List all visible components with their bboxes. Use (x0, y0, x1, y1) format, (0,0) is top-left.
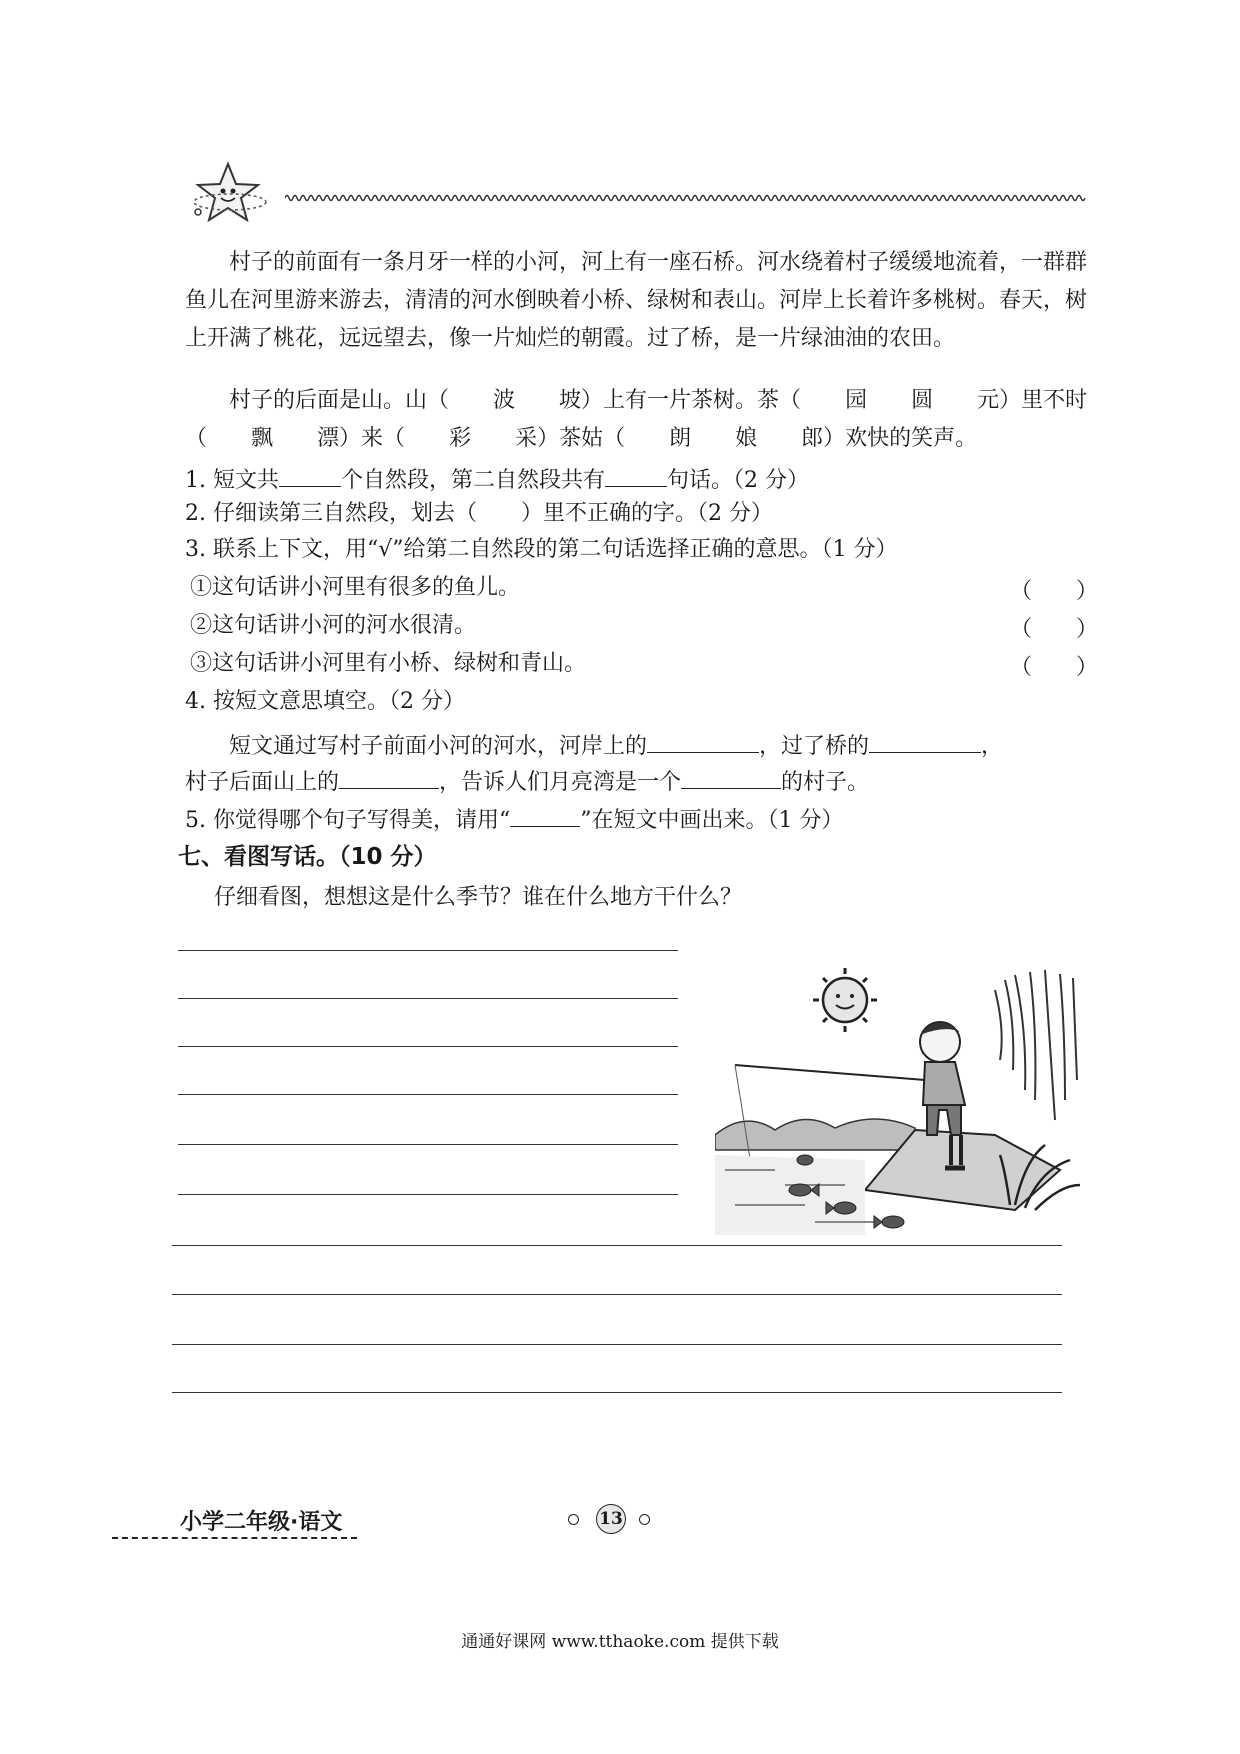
watermark: 通通好课网 www.tthaoke.com 提供下载 (461, 1632, 779, 1652)
q3-option-2: ②这句话讲小河的河水很清。 (190, 613, 477, 638)
question-3: 3. 联系上下文，用“√”给第二自然段的第二句话选择正确的意思。（1 分） (185, 537, 898, 562)
q4-blank-2[interactable] (869, 730, 981, 753)
page-number-badge (568, 1503, 658, 1535)
q4-blank-4[interactable] (681, 766, 781, 789)
q1-text-c: 句话。（2 分） (667, 468, 809, 493)
q5-underline-sample (510, 804, 580, 827)
writing-line[interactable] (172, 1294, 1062, 1295)
footer-rule (112, 1537, 357, 1539)
p2-text-3: ）里不时（ (185, 388, 1088, 451)
q4-text-e: ，告诉人们月亮湾是一个 (439, 770, 682, 795)
page-number: 13 (596, 1504, 626, 1534)
choice-niang-girl[interactable]: 娘 (735, 426, 758, 451)
p2-text-1: 村子的后面是山。山（ (229, 388, 450, 413)
writing-line[interactable] (178, 1046, 678, 1047)
q5-text-a: 5. 你觉得哪个句子写得美，请用“ (185, 808, 511, 833)
boy-fishing-illustration (715, 960, 1085, 1235)
q4-text-c: ， (981, 734, 1004, 759)
choice-lang-man[interactable]: 郎 (801, 426, 824, 451)
footer-grade-subject: 小学二年级·语文 (180, 1510, 343, 1535)
writing-line[interactable] (172, 1245, 1062, 1246)
choice-yuan-yuan[interactable]: 元 (977, 388, 1000, 413)
sun-icon (813, 968, 877, 1032)
question-2: 2. 仔细读第三自然段，划去（ ）里不正确的字。（2 分） (185, 501, 773, 526)
q4-text-f: 的村子。 (781, 770, 870, 795)
paragraph-2 (185, 382, 1095, 458)
choice-cai-pick[interactable]: 采 (515, 426, 538, 451)
q4-line-1 (229, 730, 1159, 761)
q4-text-d: 村子后面山上的 (185, 770, 340, 795)
writing-line[interactable] (178, 1094, 678, 1095)
choice-piao-drift[interactable]: 漂 (317, 426, 340, 451)
paragraph-1: 村子的前面有一条月牙一样的小河，河上有一座石桥。河水绕着村子缓缓地流着，一群群鱼儿在河里游来游去，清清的河水倒映着小桥、绿树和表山。河岸上长着许多桃树。春天，树上开满了桃花，远远望去，像一片灿烂的朝霞。过了桥，是一片绿油油的农田。 (185, 250, 1088, 351)
dot-right-icon (639, 1514, 650, 1525)
question-4: 4. 按短文意思填空。（2 分） (185, 689, 465, 714)
question-5 (185, 804, 1115, 835)
p2-text-6: ）欢快的笑声。 (823, 426, 978, 451)
choice-piao-float[interactable]: 飘 (251, 426, 274, 451)
q1-text-a: 1. 短文共 (185, 468, 279, 493)
writing-line[interactable] (178, 950, 678, 951)
q5-text-b: ”在短文中画出来。（1 分） (580, 808, 844, 833)
q1-text-b: 个自然段，第二自然段共有 (340, 468, 605, 493)
q3-option-1: ①这句话讲小河里有很多的鱼儿。 (190, 575, 521, 600)
p2-text-2: ）上有一片茶树。茶（ (581, 388, 802, 413)
writing-line[interactable] (178, 1194, 678, 1195)
q4-text-b: ，过了桥的 (759, 734, 870, 759)
q1-blank-sentence-count[interactable] (605, 464, 667, 487)
p2-text-5: ）茶姑（ (537, 426, 626, 451)
writing-line[interactable] (178, 1144, 678, 1145)
q4-line-2 (185, 766, 1115, 797)
q1-blank-paragraph-count[interactable] (279, 464, 341, 487)
question-1 (185, 464, 1115, 495)
choice-lang-bright[interactable]: 朗 (669, 426, 692, 451)
writing-line[interactable] (172, 1344, 1062, 1345)
writing-line[interactable] (178, 998, 678, 999)
choice-yuan-round[interactable]: 圆 (911, 388, 934, 413)
section-7-title: 七、看图写话。（10 分） (178, 844, 437, 870)
choice-yuan-garden[interactable]: 园 (845, 388, 868, 413)
q3-option-3: ③这句话讲小河里有小桥、绿树和青山。 (190, 651, 587, 676)
choice-bo-water[interactable]: 波 (493, 388, 516, 413)
section-7-prompt: 仔细看图，想想这是什么季节？谁在什么地方干什么？ (214, 885, 743, 910)
q3-answer-box-2[interactable]: （ ） (1010, 617, 1099, 642)
wavy-divider (285, 190, 1095, 206)
dot-left-icon (568, 1514, 579, 1525)
q4-blank-1[interactable] (647, 730, 759, 753)
writing-line[interactable] (172, 1392, 1062, 1393)
q4-text-a: 短文通过写村子前面小河的河水，河岸上的 (229, 734, 648, 759)
star-mascot-icon (190, 160, 270, 230)
q4-blank-3[interactable] (339, 766, 439, 789)
q3-answer-box-1[interactable]: （ ） (1010, 579, 1099, 604)
p2-text-4: ）来（ (339, 426, 406, 451)
choice-cai-color[interactable]: 彩 (449, 426, 472, 451)
choice-po-slope[interactable]: 坡 (559, 388, 582, 413)
q3-answer-box-3[interactable]: （ ） (1010, 655, 1099, 680)
